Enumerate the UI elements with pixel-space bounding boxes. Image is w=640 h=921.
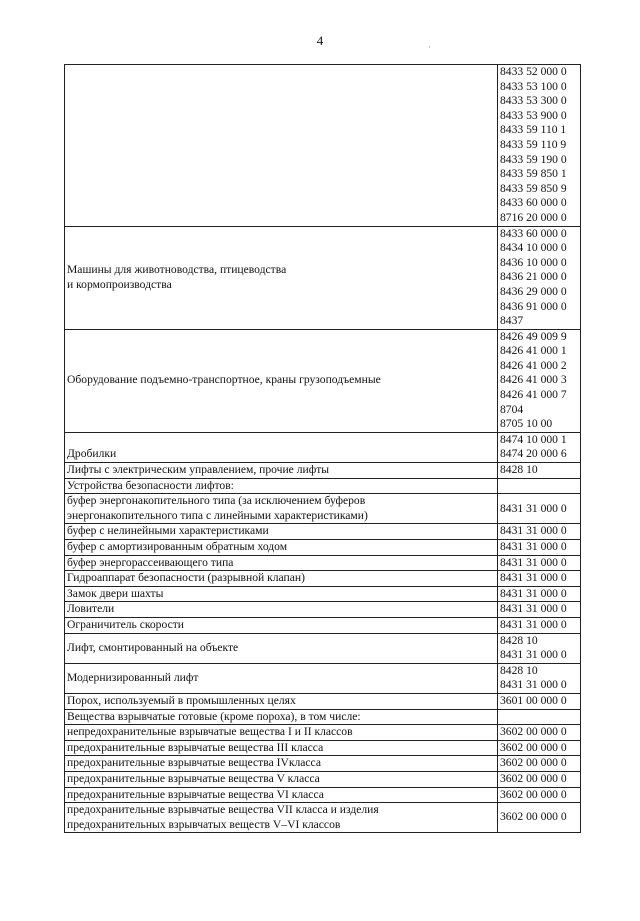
product-name-line: Замок двери шахты: [67, 586, 164, 600]
tn-ved-code-cell: [498, 65, 581, 227]
tn-ved-code: 8433 59 110 1: [500, 123, 567, 137]
corner-mark: ·: [428, 42, 431, 52]
table-row: [65, 432, 581, 462]
tn-ved-code: 3602 00 000 0: [500, 810, 567, 824]
product-name-cell: [65, 709, 498, 725]
product-name-cell: [65, 494, 498, 524]
tn-ved-code-cell: [498, 540, 581, 556]
tn-ved-code-cell: [498, 586, 581, 602]
product-name-cell: [65, 226, 498, 329]
table-row: [65, 524, 581, 540]
product-name-line: Вещества взрывчатые готовые (кроме пороха), в том числе:: [67, 709, 361, 723]
tn-ved-code: 8426 41 000 7: [500, 388, 567, 402]
tn-ved-code-cell: [498, 226, 581, 329]
tn-ved-code-cell: [498, 478, 581, 494]
product-name-cell: [65, 329, 498, 432]
product-name-cell: [65, 463, 498, 479]
product-name-cell: [65, 663, 498, 693]
product-name-line: непредохранительные взрывчатые вещества I и II классов: [67, 725, 353, 739]
tn-ved-code: 8431 31 000 0: [500, 555, 567, 569]
product-name-line: Машины для животноводства, птицеводства: [67, 263, 287, 277]
table-row: [65, 329, 581, 432]
tn-ved-code: 8426 41 000 1: [500, 344, 567, 358]
tn-ved-code-cell: [498, 771, 581, 787]
product-name-cell: [65, 571, 498, 587]
tn-ved-code: 8433 59 850 9: [500, 181, 567, 195]
table-row: [65, 602, 581, 618]
product-name-cell: [65, 725, 498, 741]
table-row: [65, 771, 581, 787]
product-name-line: предохранительные взрывчатые вещества VI класса: [67, 787, 324, 801]
tn-ved-code-cell: [498, 663, 581, 693]
tn-ved-code-cell: [498, 463, 581, 479]
table-row: [65, 478, 581, 494]
product-name-cell: [65, 771, 498, 787]
product-name-cell: [65, 602, 498, 618]
product-name-cell: [65, 756, 498, 772]
product-name-cell: [65, 740, 498, 756]
tn-ved-code: 8433 60 000 0: [500, 226, 567, 240]
product-name-line: Ограничитель скорости: [67, 617, 184, 631]
tn-ved-code: 8436 29 000 0: [500, 284, 567, 298]
product-name-cell: [65, 478, 498, 494]
product-name-cell: [65, 555, 498, 571]
table-row: [65, 65, 581, 227]
tn-ved-code: 3602 00 000 0: [500, 756, 567, 770]
tn-ved-code-cell: [498, 693, 581, 709]
tn-ved-code: 8433 53 100 0: [500, 79, 567, 93]
tn-ved-code-cell: [498, 740, 581, 756]
table-row: [65, 586, 581, 602]
tn-ved-code-cell: [498, 571, 581, 587]
product-name-line: Лифты с электрическим управлением, прочие лифты: [67, 463, 330, 477]
tn-ved-code: 8426 41 000 3: [500, 373, 567, 387]
tn-ved-code: 8431 31 000 0: [500, 678, 567, 692]
table-row: [65, 787, 581, 803]
tn-ved-code: 8431 31 000 0: [500, 540, 567, 553]
tn-ved-code-cell: [498, 617, 581, 633]
tn-ved-code-cell: [498, 725, 581, 741]
table-row: [65, 803, 581, 833]
product-name-cell: [65, 540, 498, 556]
tn-ved-code: 8704: [500, 402, 524, 416]
table-body: [65, 65, 581, 833]
tn-ved-code: 3602 00 000 0: [500, 740, 567, 754]
product-name-line: энергонакопительного типа с линейными характеристиками): [67, 508, 368, 522]
tn-ved-code-cell: [498, 432, 581, 462]
tn-ved-code: 8428 10: [500, 633, 538, 647]
product-name-line: предохранительные взрывчатые вещества IVкласса: [67, 756, 321, 770]
product-name-cell: [65, 432, 498, 462]
tn-ved-code: 8436 91 000 0: [500, 299, 567, 313]
tn-ved-code-cell: [498, 329, 581, 432]
table-row: [65, 571, 581, 587]
product-name-line: буфер с амортизированным обратным ходом: [67, 540, 288, 553]
table-row: [65, 617, 581, 633]
tn-ved-code: 8474 10 000 1: [500, 432, 567, 446]
tn-ved-code-cell: [498, 524, 581, 540]
tn-ved-code: 8433 52 000 0: [500, 65, 567, 78]
tn-ved-code-cell: [498, 709, 581, 725]
product-name-cell: [65, 524, 498, 540]
table-row: [65, 740, 581, 756]
tn-ved-code: 8433 53 900 0: [500, 108, 567, 122]
tn-ved-code: 8433 60 000 0: [500, 196, 567, 210]
tn-ved-code-cell: [498, 633, 581, 663]
table-row: [65, 663, 581, 693]
table-row: [65, 725, 581, 741]
tn-ved-code: 8426 49 009 9: [500, 329, 567, 343]
product-name-cell: [65, 586, 498, 602]
tn-ved-code: 8705 10 00: [500, 417, 553, 431]
product-name-cell: [65, 633, 498, 663]
product-name-line: буфер энергорассеивающего типа: [67, 555, 234, 569]
tn-ved-code: 8431 31 000 0: [500, 602, 567, 616]
table-row: [65, 463, 581, 479]
table-row: [65, 756, 581, 772]
tn-ved-code: 8426 41 000 2: [500, 358, 567, 372]
product-name-cell: [65, 787, 498, 803]
product-name-line: Ловители: [67, 602, 115, 616]
tn-ved-code-cell: [498, 602, 581, 618]
product-name-line: Устройства безопасности лифтов:: [67, 478, 234, 492]
table-row: [65, 709, 581, 725]
product-name-cell: [65, 693, 498, 709]
product-name-line: буфер энергонакопительного типа (за исключением буферов: [67, 494, 366, 508]
page-number: 4: [316, 33, 324, 48]
tn-ved-code: 8431 31 000 0: [500, 524, 567, 538]
product-name-line: предохранительные взрывчатые вещества III класса: [67, 740, 324, 754]
tn-ved-code-cell: [498, 803, 581, 833]
product-name-cell: [65, 617, 498, 633]
product-name-line: предохранительные взрывчатые вещества VII класса и изделия: [67, 803, 379, 817]
tn-ved-code: 3602 00 000 0: [500, 787, 567, 801]
product-name-line: буфер с нелинейными характеристиками: [67, 524, 269, 538]
table-row: [65, 693, 581, 709]
tn-ved-code: 8431 31 000 0: [500, 501, 567, 515]
tn-ved-code-cell: [498, 787, 581, 803]
product-name-cell: [65, 65, 498, 227]
product-name-cell: [65, 803, 498, 833]
product-name-line: и кормопроизводства: [67, 277, 172, 291]
table-row: [65, 226, 581, 329]
product-name-line: Модернизированный лифт: [67, 671, 199, 685]
table-row: [65, 555, 581, 571]
tn-ved-code: 8433 59 190 0: [500, 152, 567, 166]
tn-ved-code: 8433 59 850 1: [500, 167, 567, 181]
tn-ved-code-cell: [498, 555, 581, 571]
product-name-line: Лифт, смонтированный на объекте: [67, 640, 239, 654]
tn-ved-code: 8436 21 000 0: [500, 270, 567, 284]
tn-ved-code: 8431 31 000 0: [500, 648, 567, 662]
product-name-line: предохранительных взрывчатых веществ V–VI классов: [67, 817, 341, 831]
tn-ved-code: 8433 53 300 0: [500, 94, 567, 108]
tn-ved-code: 8716 20 000 0: [500, 210, 567, 224]
tn-ved-code: 8431 31 000 0: [500, 586, 567, 600]
product-name-line: Порох, используемый в промышленных целях: [67, 693, 296, 707]
tn-ved-code-cell: [498, 494, 581, 524]
tn-ved-code: 3602 00 000 0: [500, 725, 567, 739]
product-name-line: Оборудование подъемно-транспортное, краны грузоподъемные: [67, 373, 381, 387]
tn-ved-code: 8437: [500, 314, 524, 328]
table-row: [65, 633, 581, 663]
tn-ved-code: 8428 10: [500, 663, 538, 677]
tn-ved-code: 8428 10: [500, 463, 538, 477]
table-row: [65, 540, 581, 556]
product-name-line: Гидроаппарат безопасности (разрывной клапан): [67, 571, 305, 585]
product-name-line: Дробилки: [67, 447, 117, 461]
tn-ved-code: 8431 31 000 0: [500, 571, 567, 585]
tn-ved-code-cell: [498, 756, 581, 772]
tn-ved-code: 3601 00 000 0: [500, 693, 567, 707]
tn-ved-code: 8434 10 000 0: [500, 241, 567, 255]
tn-ved-code: 3602 00 000 0: [500, 771, 567, 785]
table-row: [65, 494, 581, 524]
tn-ved-code: 8431 31 000 0: [500, 617, 567, 631]
tn-ved-code: 8474 20 000 6: [500, 447, 567, 461]
product-name-line: предохранительные взрывчатые вещества V класса: [67, 771, 320, 785]
tn-ved-code: 8436 10 000 0: [500, 255, 567, 269]
product-code-table: [64, 64, 581, 833]
tn-ved-code: 8433 59 110 9: [500, 137, 567, 151]
